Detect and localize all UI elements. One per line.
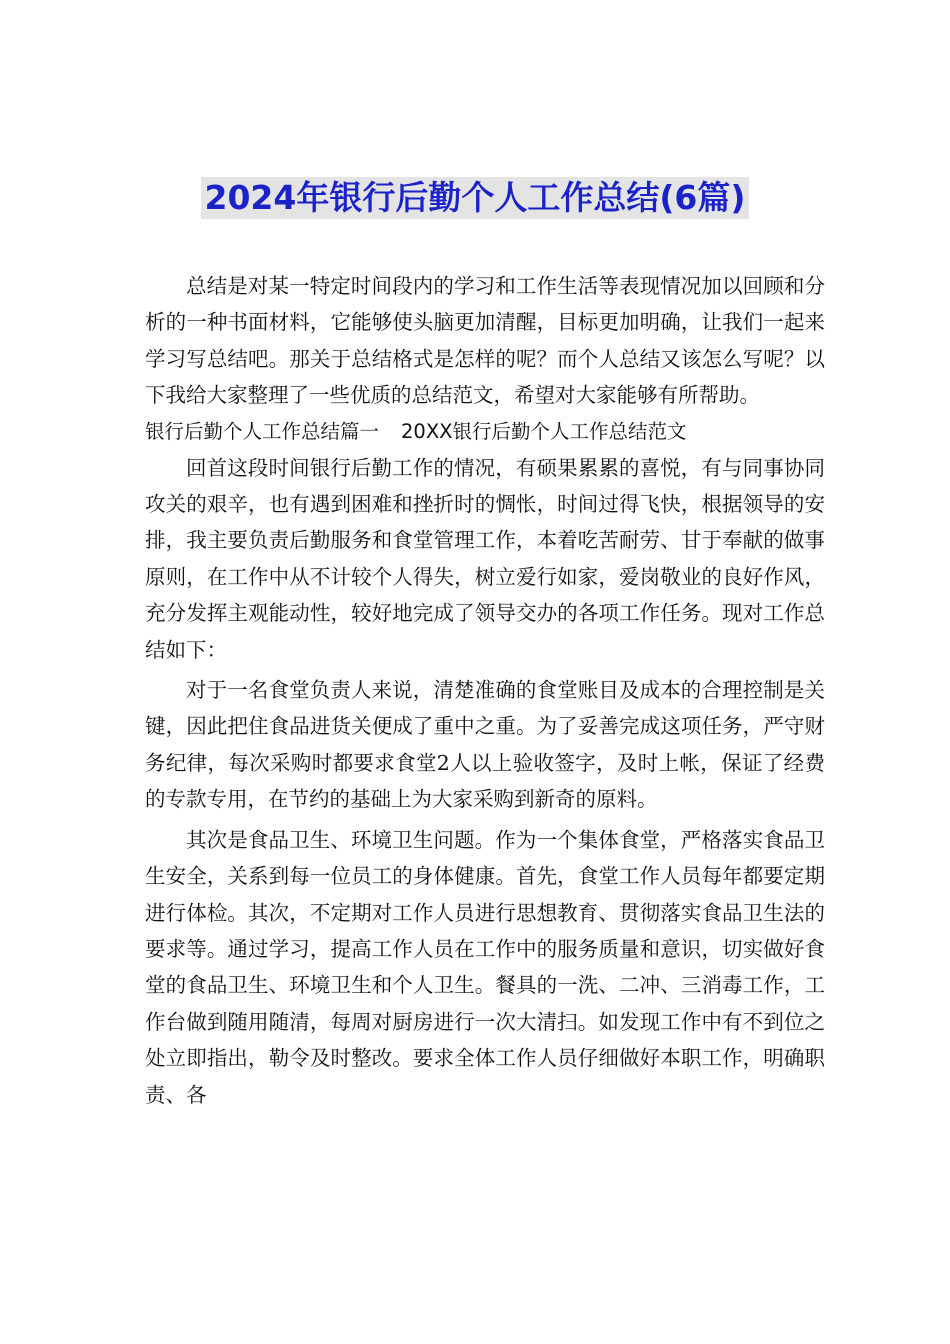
document-body (145, 268, 825, 1113)
title-container (0, 177, 950, 219)
body-paragraph-2: 对于一名食堂负责人来说，清楚准确的食堂账目及成本的合理控制是关键，因此把住食品进货关便成了重中之重。为了妥善完成这项任务，严守财务纪律，每次采购时都要求食堂2人以上验收签字，及时上帐，保证了经费的专款专用，在节约的基础上为大家采购到新奇的原料。 (145, 678, 825, 812)
section-heading-subtitle: 20XX银行后勤个人工作总结范文 (401, 419, 687, 443)
intro-paragraph: 总结是对某一特定时间段内的学习和工作生活等表现情况加以回顾和分析的一种书面材料，它能够使头脑更加清醒，目标更加明确，让我们一起来学习写总结吧。那关于总结格式是怎样的呢？而个人总结又该怎么写呢？以下我给大家整理了一些优质的总结范文，希望对大家能够有所帮助。 (145, 274, 825, 408)
section-heading-label: 银行后勤个人工作总结篇一 (145, 419, 380, 443)
body-paragraph-1: 回首这段时间银行后勤工作的情况，有硕果累累的喜悦，有与同事协同攻关的艰辛，也有遇到困难和挫折时的惆怅，时间过得飞快，根据领导的安排，我主要负责后勤服务和食堂管理工作，本着吃苦耐劳、甘于奉献的做事原则，在工作中从不计较个人得失，树立爱行如家，爱岗敬业的良好作风，充分发挥主观能动性，较好地完成了领导交办的各项工作任务。现对工作总结如下： (145, 455, 825, 662)
body-paragraph-3: 其次是食品卫生、环境卫生问题。作为一个集体食堂，严格落实食品卫生安全，关系到每一位员工的身体健康。首先，食堂工作人员每年都要定期进行体检。其次，不定期对工作人员进行思想教育、贯彻落实食品卫生法的要求等。通过学习，提高工作人员在工作中的服务质量和意识，切实做好食堂的食品卫生、环境卫生和个人卫生。餐具的一洗、二冲、三消毒工作，工作台做到随用随清，每周对厨房进行一次大清扫。如发现工作中有不到位之处立即指出，勒令及时整改。要求全体工作人员仔细做好本职工作，明确职责、各 (145, 827, 825, 1107)
document-title: 2024年银行后勤个人工作总结(6篇) (201, 177, 750, 219)
section-heading (145, 414, 825, 450)
